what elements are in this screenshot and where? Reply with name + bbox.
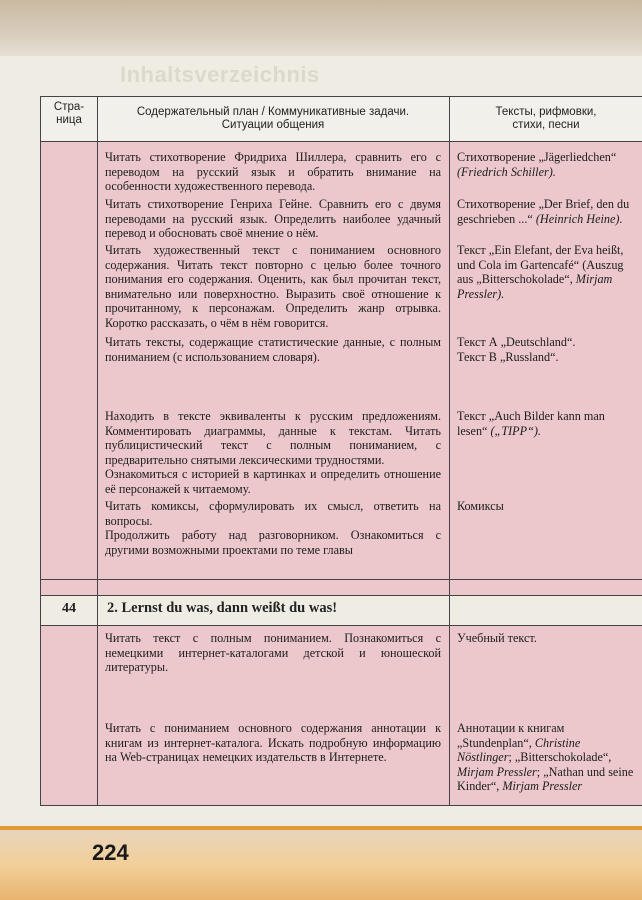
row-1-task-text: Читать стихотворение Фридриха Шиллера, сравнить его с переводом на русский язык и обратить внимание на особенности художественного перевода. [105,150,441,194]
row-2-text-author: (Heinrich Heine). [535,211,623,226]
row-8-tasks [105,721,441,765]
section-row [41,595,642,625]
row-3-tasks [105,243,441,331]
header-page-col [41,101,97,127]
row-4-texts [457,335,637,364]
page-number: 224 [92,840,129,865]
section-title: 2. Lernst du was, dann weißt du was! [107,600,338,616]
col-divider-2 [449,97,450,805]
contents-table [40,96,642,806]
row-5-texts [457,409,637,438]
row-8-text-author-2: Mirjam Pressler [457,764,537,779]
header-texts-line1: Тексты, рифмовки, [495,106,597,118]
row-6-texts [457,499,637,514]
row-7-tasks [105,631,441,675]
row-3-task-text: Читать художественный текст с пониманием основного содержания. Читать текст повторно с целью более точного понимания его содержания. Оценить, как был прочитан текст, внимательно или поверхностно. Выразить своё отношение к прочитанному, к персонажам. Определить жанр отрывка. Коротко рассказать, о чём в нём говорится. [105,243,441,330]
ghost-heading: Inhaltsverzeichnis [120,62,320,87]
header-plan-line2: Ситуации общения [221,119,325,131]
row-2-text-title: Стихотворение „Der Brief, den du geschrieben ...“ [457,197,630,226]
row-8-text-book-3: ; „Nathan und seine Kinder“, [457,764,634,794]
row-2-texts [457,197,637,226]
header-texts-col [449,106,642,132]
row-5-task-text-1: Находить в тексте эквиваленты к русским предложениям. Комментировать диаграммы, данные к текстам. Читать публицистический текст с полным пониманием, с предварительно снятыми лексическими трудностями. [105,409,441,467]
row-5-tasks [105,409,441,497]
row-7-text-title: Учебный текст. [457,631,537,645]
header-plan-col [97,106,449,132]
header-plan-line1: Содержательный план / Коммуникативные задачи. [136,106,410,118]
row-8-task-text: Читать с пониманием основного содержания аннотации к книгам из интернет-каталога. Искать подробную информацию на Web-страницах немецких издательств в Интернете. [105,721,441,765]
row-4-text-b: Текст В „Russland“. [457,349,559,364]
row-8-texts [457,721,637,794]
row-8-text-author-1: Christine Nöstlinger [457,735,581,765]
row-1-text-title: Стихотворение „Jägerliedchen“ [457,150,617,164]
row-3-text-author: Mirjam Pressler). [457,272,613,301]
row-3-text-title: Текст „Ein Elefant, der Eva heißt, und Cola im Gartencafé“ (Auszug aus „Bitterschokolade“, [457,243,624,287]
row-5-task-text-2: Ознакомиться с историей в картинках и определить отношение её персонажей к читаемому. [105,467,441,496]
section-upper-rule [41,595,642,596]
row-4-text-a: Текст А „Deutschland“. [457,335,576,349]
row-8-text-intro: Аннотации к книгам „Stundenplan“, [457,721,565,750]
row-6-task-text-2: Продолжить работу над разговорником. Ознакомиться с другими возможными проектами по теме главы [105,528,441,557]
row-7-task-text: Читать текст с полным пониманием. Познакомиться с немецкими интернет-каталогами детской и юношеской литературы. [105,631,441,675]
row-3-texts [457,243,637,301]
row-6-tasks [105,499,441,557]
header-page-label: Стра-ница [53,101,85,126]
row-8-text-book-2: ; „Bitterschokolade“, [508,750,612,765]
row-4-tasks [105,335,441,364]
row-1-texts [457,150,637,179]
section-top-rule [41,579,642,580]
row-8-text-author-3: Mirjam Pressler [502,779,583,794]
row-7-texts [457,631,637,646]
row-2-task-text: Читать стихотворение Генриха Гейне. Сравнить его с двумя переводами на русский язык. Определить наиболее удачный перевод и обосновать своё мнение о нём. [105,197,441,241]
row-1-tasks [105,150,441,194]
row-2-tasks [105,197,441,241]
section-page: 44 [62,601,76,616]
header-texts-line2: стихи, песни [512,119,580,131]
row-6-text-comics: Комиксы [457,499,504,513]
top-edge-band [0,0,642,56]
row-5-text-title: Текст „Auch Bilder kann man lesen“ [457,409,605,438]
row-4-task-text: Читать тексты, содержащие статистические данные, с полным пониманием (с использованием словаря). [105,335,441,364]
col-divider-1 [97,97,98,805]
row-6-task-text-1: Читать комиксы, сформулировать их смысл, ответить на вопросы. [105,499,441,528]
row-1-text-author: (Friedrich Schiller). [457,164,556,179]
row-5-text-source: („TIPP“). [490,423,541,438]
table-header [41,97,642,141]
